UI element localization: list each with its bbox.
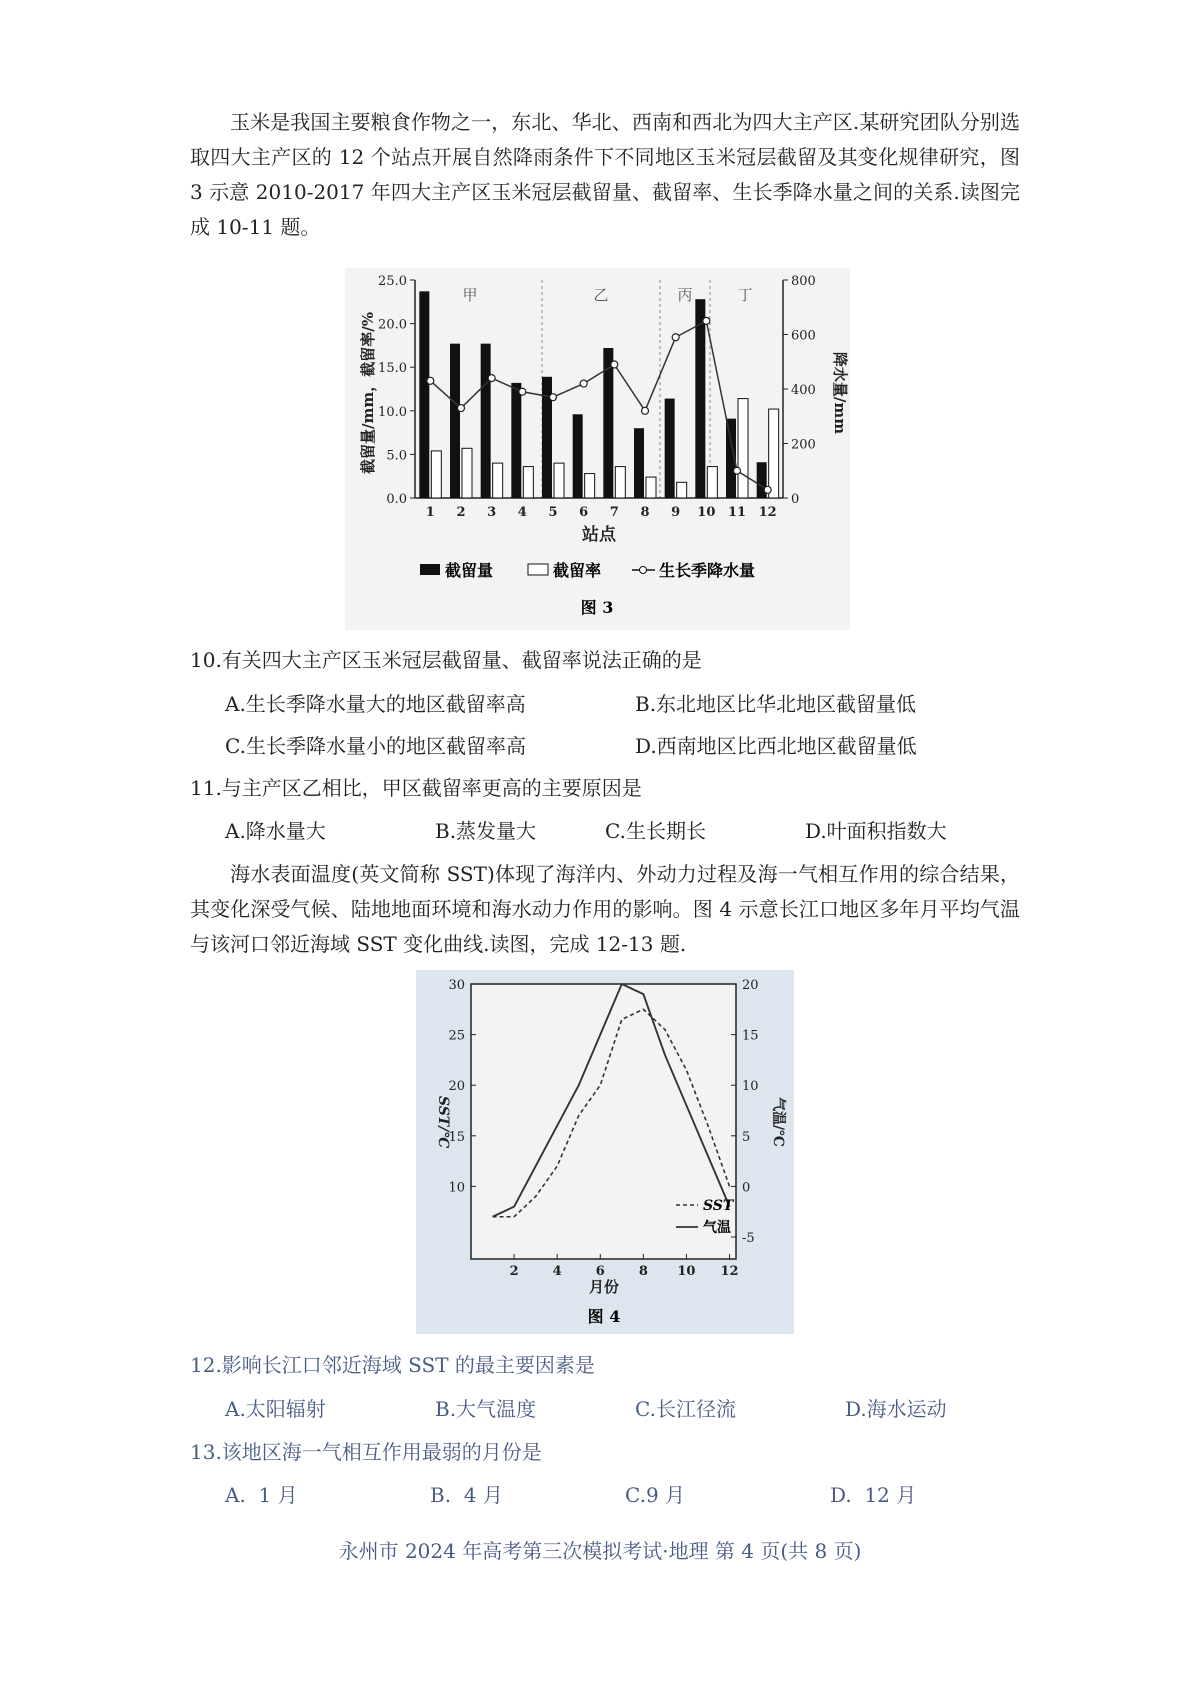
q13-option-d[interactable]: D. 12 月 [830,1483,917,1507]
q10-option-b[interactable]: B.东北地区比华北地区截留量低 [635,692,917,716]
q11-option-b[interactable]: B.蒸发量大 [435,819,537,843]
bar-interception-rate [738,399,748,498]
region-label-ding: 丁 [737,286,753,304]
y-right-tick-label: 600 [791,328,816,344]
y-right-title: 气温/℃ [770,1097,786,1147]
y-right-tick-label: 800 [791,274,816,289]
y-right-tick-label: 5 [742,1129,751,1145]
bar-interception-amount [419,291,429,498]
y-right-tick-label: 20 [742,978,759,993]
x-tick-label: 4 [517,505,527,520]
x-tick-label: 7 [609,505,619,520]
bar-interception-rate [769,409,779,498]
legend-label-bar: 截留量 [445,561,494,580]
x-tick-label: 6 [579,505,589,520]
question-12-stem: 12.影响长江口邻近海域 SST 的最主要因素是 [190,1353,595,1377]
figure-3 [345,268,850,630]
q10-option-c[interactable]: C.生长季降水量小的地区截留率高 [225,734,526,758]
y-left-title: 截留量/mm，截留率/% [359,312,377,474]
point-precipitation [734,467,741,474]
x-axis-title: 站点 [582,525,616,545]
legend-label-sst: SST [703,1198,734,1214]
region-label-bing: 丙 [677,286,693,304]
point-precipitation [642,407,649,414]
q13-option-a[interactable]: A. 1 月 [225,1483,298,1507]
region-label-jia: 甲 [462,286,478,304]
y-right-tick-label: -5 [742,1231,755,1246]
x-tick-label: 10 [677,1264,696,1279]
bar-interception-amount [695,299,705,498]
y-left-tick-label: 10 [448,1180,465,1196]
q11-option-c[interactable]: C.生长期长 [605,819,706,843]
y-right-title: 降水量/mm [831,351,849,435]
bar-interception-amount [573,414,583,498]
bar-interception-rate [615,467,625,498]
y-left-tick-label: 0.0 [386,492,407,507]
point-precipitation [488,375,495,382]
y-left-tick-label: 20.0 [378,317,407,333]
figure-3-caption: 图 3 [580,598,614,617]
legend-label-rate: 截留率 [553,561,602,580]
q13-option-b[interactable]: B. 4 月 [430,1483,503,1507]
y-left-tick-label: 5.0 [386,448,407,464]
bar-interception-rate [462,448,472,498]
q10-option-d[interactable]: D.西南地区比西北地区截留量低 [635,734,917,758]
figure-4-caption: 图 4 [587,1307,621,1326]
point-precipitation [458,405,465,412]
y-right-tick-label: 0 [742,1180,751,1196]
point-precipitation [550,394,557,401]
legend-swatch-rate [528,564,548,575]
q11-option-d[interactable]: D.叶面积指数大 [805,819,947,843]
x-tick-label: 2 [509,1264,519,1279]
bar-interception-amount [511,383,521,498]
bar-interception-amount [665,399,675,498]
x-tick-label: 1 [425,505,435,520]
y-right-tick-label: 10 [742,1079,759,1095]
figure-4-chart [416,970,794,1334]
q13-option-c[interactable]: C.9 月 [625,1483,686,1507]
q12-option-c[interactable]: C.长江径流 [635,1397,736,1421]
figure-4 [416,970,794,1334]
q11-option-a[interactable]: A.降水量大 [225,819,326,843]
bar-interception-amount [481,344,491,498]
point-precipitation [703,317,710,324]
x-tick-label: 3 [487,505,497,520]
y-left-tick-label: 25 [448,1028,465,1044]
x-tick-label: 11 [727,505,747,520]
q12-option-a[interactable]: A.太阳辐射 [225,1397,326,1421]
x-tick-label: 8 [638,1264,648,1279]
question-11-stem: 11.与主产区乙相比，甲区截留率更高的主要原因是 [190,776,642,800]
y-left-tick-label: 15.0 [378,361,407,377]
bar-interception-rate [523,467,533,498]
x-tick-label: 12 [720,1264,739,1279]
point-precipitation [519,388,526,395]
y-left-tick-label: 25.0 [378,274,407,289]
x-tick-label: 12 [758,505,777,520]
bar-interception-rate [585,474,595,498]
figure-3-chart [345,268,850,630]
x-tick-label: 10 [697,505,716,520]
x-tick-label: 5 [548,505,558,520]
y-left-tick-label: 20 [448,1079,465,1095]
point-precipitation [580,380,587,387]
bar-interception-rate [677,482,687,498]
x-tick-label: 6 [595,1264,605,1279]
x-tick-label: 9 [671,505,681,520]
y-left-tick-label: 30 [448,978,465,993]
region-label-yi: 乙 [593,286,609,304]
y-right-tick-label: 400 [791,383,816,398]
legend-swatch-bar [420,564,440,575]
question-10-stem: 10.有关四大主产区玉米冠层截留量、截留率说法正确的是 [190,648,702,672]
bar-interception-rate [493,463,503,498]
bar-interception-rate [646,477,656,498]
bar-interception-amount [450,344,460,498]
intro-paragraph-2: 海水表面温度(英文简称 SST)体现了海洋内、外动力过程及海一气相互作用的综合结果，其变化深受气候、陆地地面环境和海水动力作用的影响。图 4 示意长江口地区多年月平均气温与该河口邻近海域 SST 变化曲线.读图，完成 12-13 题. [190,862,1020,956]
y-left-tick-label: 10.0 [378,404,407,420]
x-tick-label: 4 [552,1264,562,1279]
y-left-tick-label: 15 [448,1129,465,1145]
point-precipitation [764,486,771,493]
page-footer: 永州市 2024 年高考第三次模拟考试·地理 第 4 页(共 8 页) [338,1539,862,1563]
intro-paragraph-1: 玉米是我国主要粮食作物之一，东北、华北、西南和西北为四大主产区.某研究团队分别选取四大主产区的 12 个站点开展自然降雨条件下不同地区玉米冠层截留及其变化规律研究，图 3 示意 2010-2017 年四大主产区玉米冠层截留量、截留率、生长季降水量之间的关系.读图完成 10-11 题。 [190,110,1020,239]
legend-label-line: 生长季降水量 [659,561,756,580]
y-right-tick-label: 15 [742,1028,759,1044]
bar-interception-amount [634,428,644,498]
legend-marker [640,567,647,574]
bar-interception-rate [554,463,564,498]
legend-label-temp: 气温 [703,1220,731,1236]
q12-option-d[interactable]: D.海水运动 [845,1397,947,1421]
x-tick-label: 8 [640,505,650,520]
bar-interception-rate [707,467,717,498]
point-precipitation [611,361,618,368]
point-precipitation [672,334,679,341]
x-tick-label: 2 [456,505,466,520]
q12-option-b[interactable]: B.大气温度 [435,1397,537,1421]
question-13-stem: 13.该地区海一气相互作用最弱的月份是 [190,1440,542,1464]
bar-interception-rate [431,451,441,498]
x-axis-title: 月份 [588,1278,620,1296]
y-right-tick-label: 0 [791,492,800,507]
q10-option-a[interactable]: A.生长季降水量大的地区截留率高 [225,692,526,716]
point-precipitation [427,377,434,384]
y-right-tick-label: 200 [791,437,816,453]
y-left-title: SST/℃ [435,1095,451,1149]
